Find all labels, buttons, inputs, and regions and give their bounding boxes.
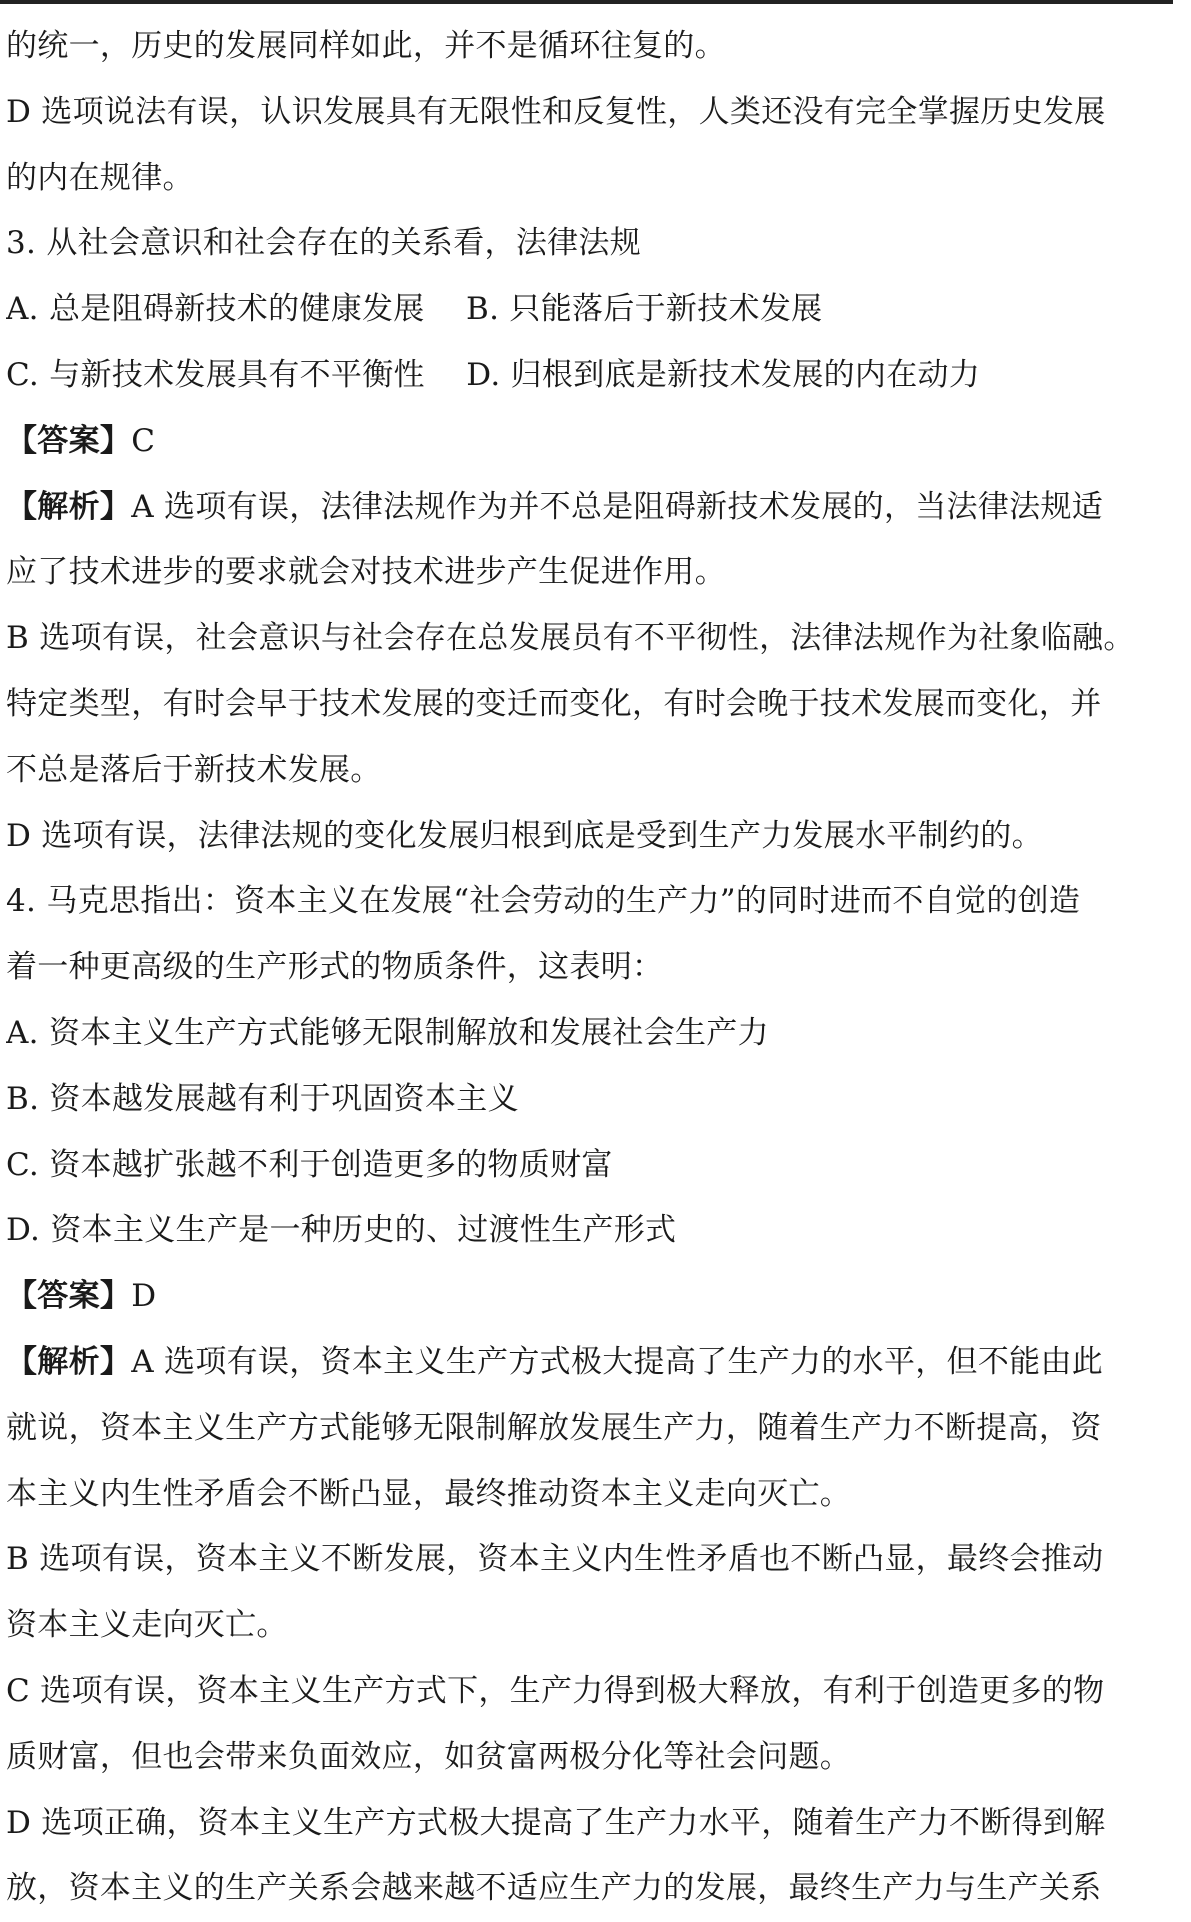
paragraph-line: C. 资本越扩张越不利于创造更多的物质财富 xyxy=(6,1146,613,1183)
paragraph-line: 不总是落后于新技术发展。 xyxy=(6,751,382,788)
line-text: A 选项有误，资本主义生产方式极大提高了生产力的水平，但不能由此 xyxy=(131,1343,1104,1380)
paragraph-line: 3. 从社会意识和社会存在的关系看，法律法规 xyxy=(6,225,642,262)
paragraph-line: D 选项有误，法律法规的变化发展归根到底是受到生产力发展水平制约的。 xyxy=(6,817,1043,854)
section-label: 【解析】 xyxy=(6,488,132,525)
labeled-paragraph-line xyxy=(6,1330,1176,1396)
line-text: A 选项有误，法律法规作为并不总是阻碍新技术发展的，当法律法规适 xyxy=(131,488,1104,525)
paragraph-line: 资本主义走向灭亡。 xyxy=(6,1607,288,1644)
paragraph-line: 特定类型，有时会早于技术发展的变迁而变化，有时会晚于技术发展而变化，并 xyxy=(6,685,1102,722)
labeled-paragraph-line xyxy=(6,1264,1176,1330)
paragraph-line: C. 与新技术发展具有不平衡性 D. 归根到底是新技术发展的内在动力 xyxy=(6,356,981,393)
paragraph-line: A. 总是阻碍新技术的健康发展 B. 只能落后于新技术发展 xyxy=(6,291,823,328)
paragraph-line: 的统一，历史的发展同样如此，并不是循环往复的。 xyxy=(6,28,726,64)
paragraph-line: 应了技术进步的要求就会对技术进步产生促进作用。 xyxy=(6,554,726,591)
paragraph-line: 质财富，但也会带来负面效应，如贫富两极分化等社会问题。 xyxy=(6,1738,852,1775)
paragraph-line: 着一种更高级的生产形式的物质条件，这表明： xyxy=(6,949,664,986)
line-text: C xyxy=(131,422,156,459)
labeled-paragraph-line xyxy=(6,409,1176,475)
paragraph-line: 放，资本主义的生产关系会越来越不适应生产力的发展，最终生产力与生产关系 xyxy=(6,1870,1102,1907)
paragraph-line: D 选项正确，资本主义生产方式极大提高了生产力水平，随着生产力不断得到解 xyxy=(6,1804,1106,1841)
paragraph-line: D. 资本主义生产是一种历史的、过渡性生产形式 xyxy=(6,1212,677,1249)
document-page xyxy=(6,14,1176,1922)
paragraph-line: D 选项说法有误，认识发展具有无限性和反复性，人类还没有完全掌握历史发展 xyxy=(6,93,1106,130)
section-label: 【答案】 xyxy=(6,1278,132,1315)
paragraph-line: 4. 马克思指出：资本主义在发展“社会劳动的生产力”的同时进而不自觉的创造 xyxy=(6,883,1081,920)
section-label: 【答案】 xyxy=(6,422,132,459)
labeled-paragraph-line xyxy=(6,475,1176,541)
line-text: D xyxy=(131,1278,157,1315)
top-rule xyxy=(0,0,1173,4)
paragraph-line: C 选项有误，资本主义生产方式下，生产力得到极大释放，有利于创造更多的物 xyxy=(6,1672,1105,1709)
paragraph-line: B 选项有误，社会意识与社会存在总发展员有不平彻性，法律法规作为社象临融。 xyxy=(6,620,1135,657)
paragraph-line: 就说，资本主义生产方式能够无限制解放发展生产力，随着生产力不断提高，资 xyxy=(6,1409,1102,1446)
section-label: 【解析】 xyxy=(6,1343,132,1380)
paragraph-line: 本主义内生性矛盾会不断凸显，最终推动资本主义走向灭亡。 xyxy=(6,1475,852,1512)
paragraph-line: A. 资本主义生产方式能够无限制解放和发展社会生产力 xyxy=(6,1014,769,1051)
paragraph-line: B 选项有误，资本主义不断发展，资本主义内生性矛盾也不断凸显，最终会推动 xyxy=(6,1541,1104,1578)
paragraph-line: B. 资本越发展越有利于巩固资本主义 xyxy=(6,1080,519,1117)
paragraph-line: 的内在规律。 xyxy=(6,159,194,196)
